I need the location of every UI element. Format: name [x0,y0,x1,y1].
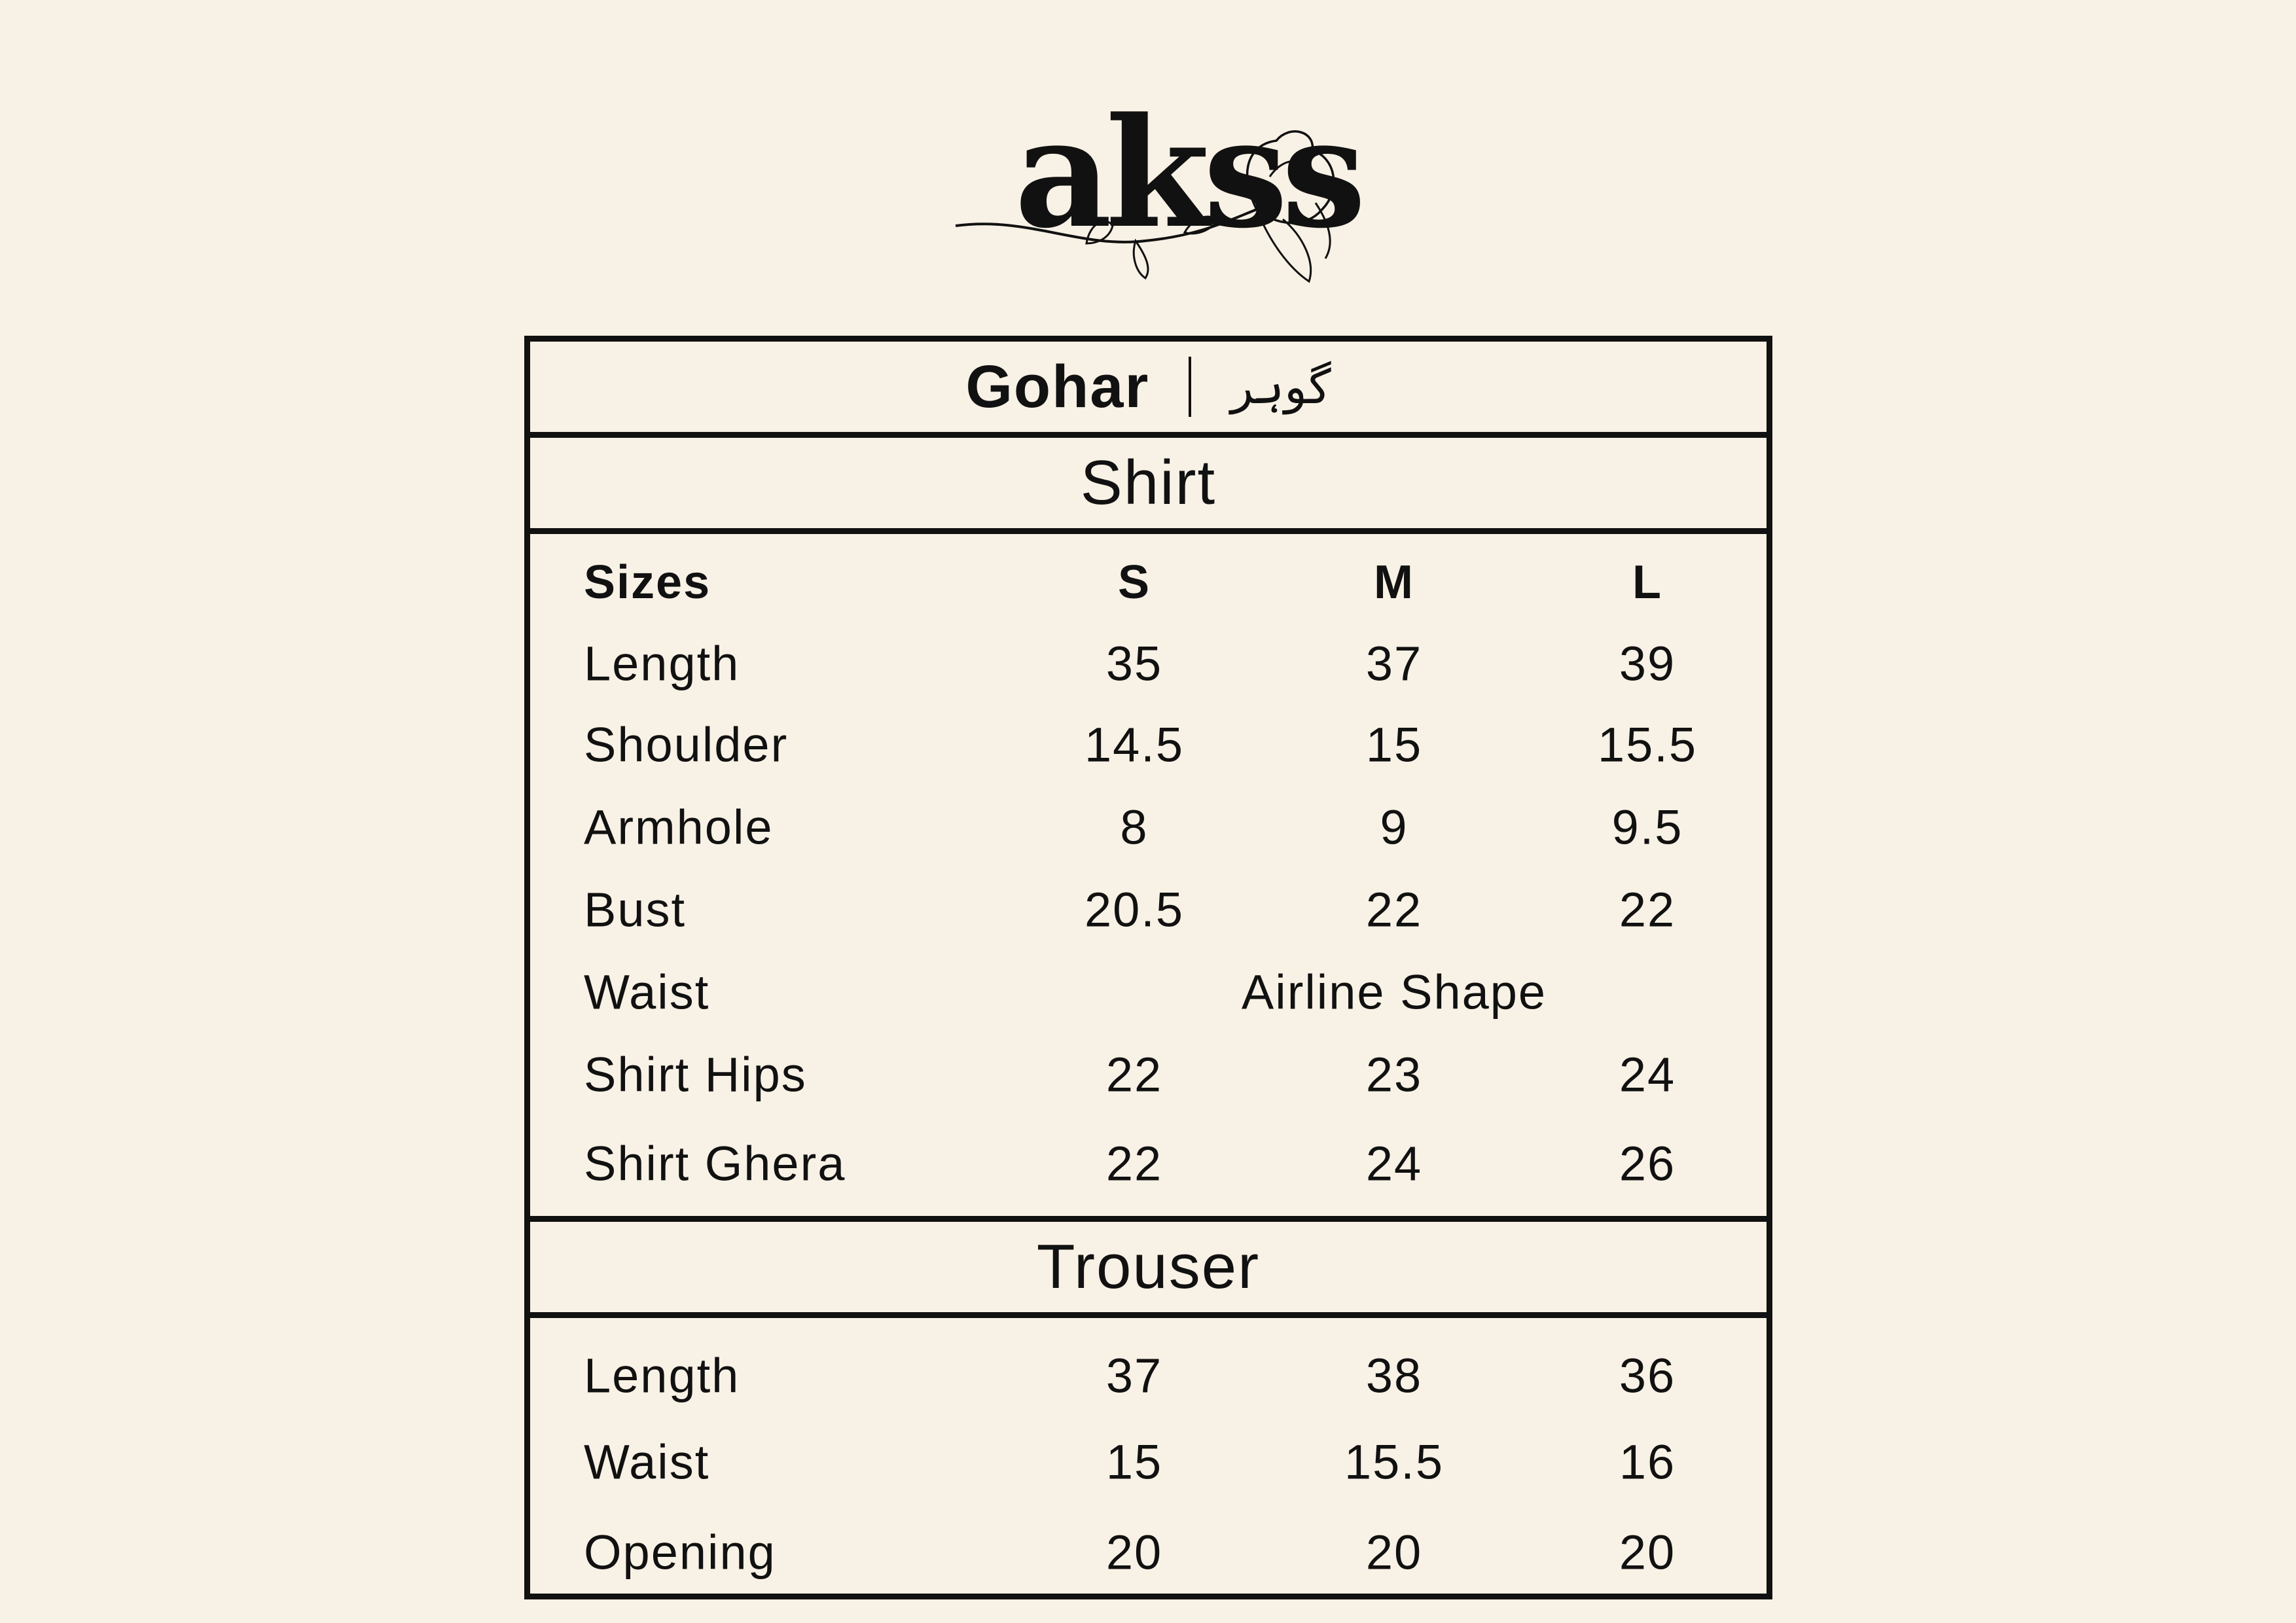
value-l: 16 [1619,1435,1676,1489]
value-l: 39 [1619,636,1676,691]
value-s: 22 [1105,1136,1163,1191]
row-label: Bust [584,882,687,937]
value-l: 24 [1619,1047,1676,1102]
value-m: 37 [1365,636,1423,691]
value-m: 15 [1365,717,1423,772]
value-m: 9 [1380,800,1408,855]
row-label: Shoulder [584,717,789,772]
value-l: 22 [1619,882,1676,937]
value-m: 38 [1365,1348,1423,1403]
value-l: 9.5 [1611,800,1683,855]
title-divider [1189,357,1191,417]
shirt-row-shoulder [530,705,1767,784]
value-s: 20 [1105,1525,1163,1580]
size-header-row [530,543,1767,622]
shirt-section-header [530,438,1767,534]
row-label: Waist [584,965,710,1020]
row-label: Length [584,636,740,691]
brand-logo [949,72,1360,314]
value-s: 37 [1105,1348,1163,1403]
sizes-label: Sizes [584,556,711,609]
shirt-row-bust [530,870,1767,949]
value-m: 23 [1365,1047,1423,1102]
size-m-header: M [1374,556,1414,609]
shirt-section-label: Shirt [1080,448,1217,518]
shirt-row-armhole [530,788,1767,866]
row-label: Armhole [584,800,774,855]
row-label: Waist [584,1435,710,1489]
waist-shape-note: Airline Shape [1241,965,1547,1020]
size-l-header: L [1632,556,1662,609]
value-m: 24 [1365,1136,1423,1191]
value-l: 15.5 [1597,717,1698,772]
row-label: Shirt Hips [584,1047,807,1102]
value-l: 20 [1619,1525,1676,1580]
value-s: 20.5 [1084,882,1185,937]
value-m: 20 [1365,1525,1423,1580]
shirt-row-ghera [530,1124,1767,1203]
brand-name: akss [1014,85,1360,262]
value-s: 35 [1105,636,1163,691]
product-name-ur: گوہر [1230,359,1331,414]
value-l: 36 [1619,1348,1676,1403]
shirt-row-length [530,624,1767,703]
value-l: 26 [1619,1136,1676,1191]
trouser-row-opening [530,1513,1767,1592]
trouser-row-length [530,1336,1767,1415]
value-s: 8 [1120,800,1149,855]
product-name-en: Gohar [965,353,1150,420]
value-s: 14.5 [1084,717,1185,772]
value-m: 15.5 [1344,1435,1444,1489]
trouser-section-label: Trouser [1036,1232,1261,1302]
shirt-row-waist [530,953,1767,1031]
value-s: 15 [1105,1435,1163,1489]
trouser-section-header [530,1216,1767,1318]
shirt-row-hips [530,1035,1767,1114]
trouser-row-waist [530,1423,1767,1501]
product-title-band [530,342,1767,438]
size-s-header: S [1117,556,1151,609]
value-s: 22 [1105,1047,1163,1102]
row-label: Opening [584,1525,776,1580]
row-label: Shirt Ghera [584,1136,846,1191]
size-chart [524,336,1772,1599]
row-label: Length [584,1348,740,1403]
value-m: 22 [1365,882,1423,937]
